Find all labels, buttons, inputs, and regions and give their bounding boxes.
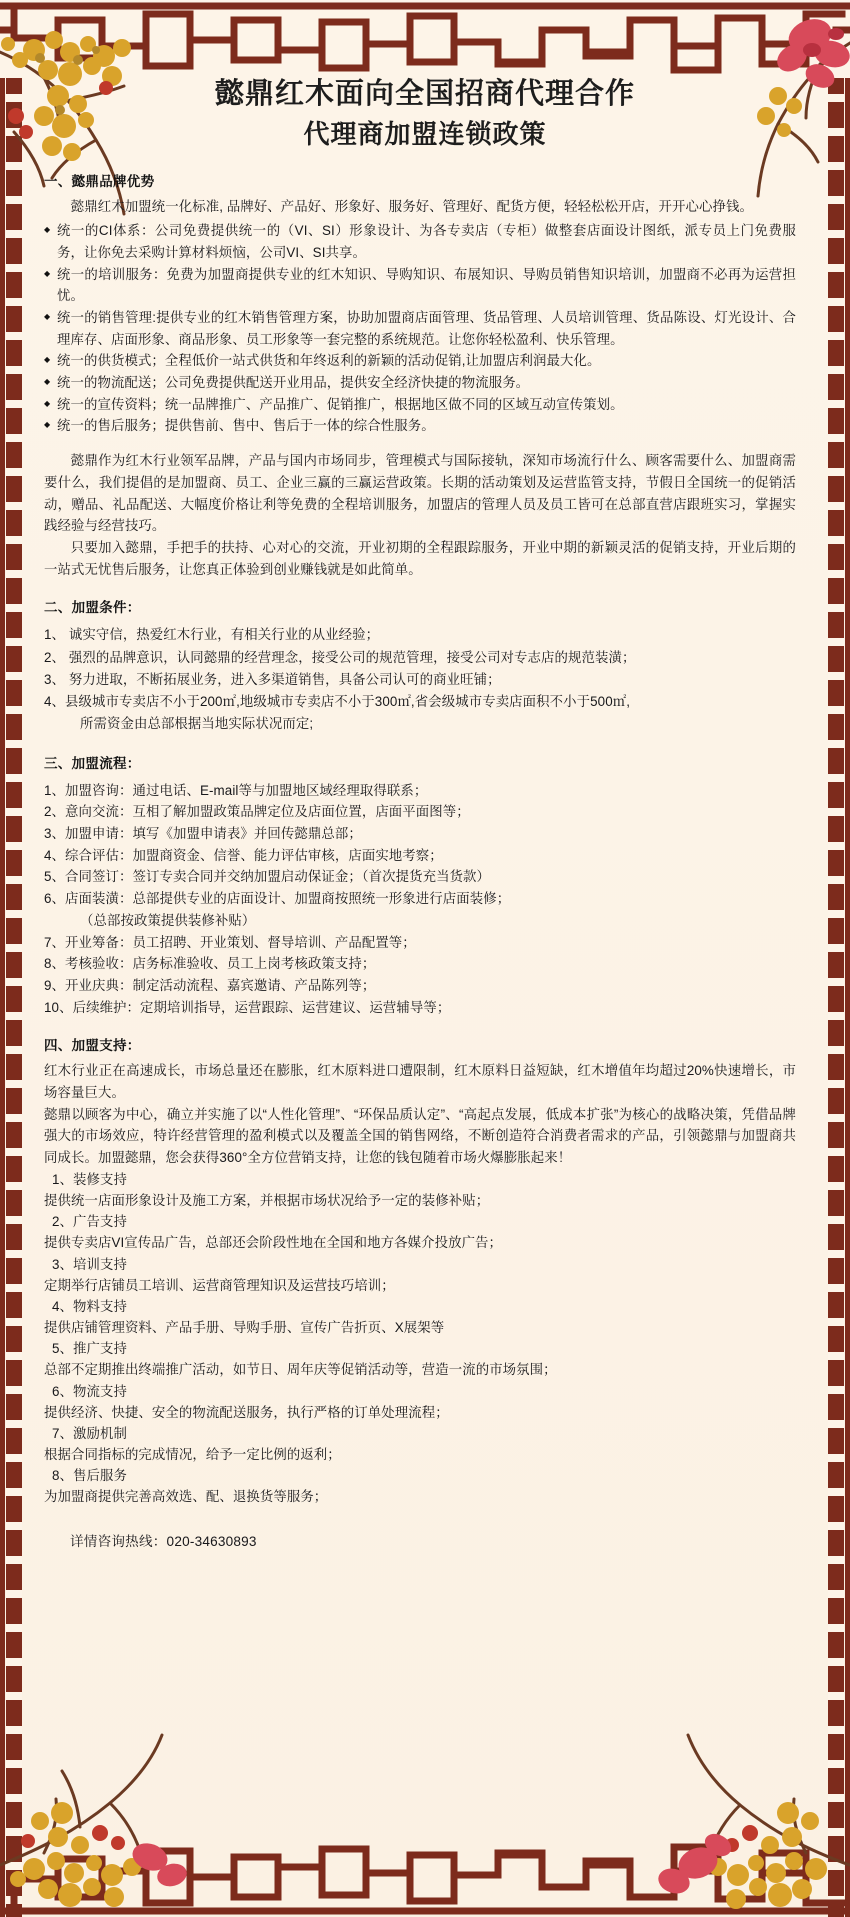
support-item-title: 3、培训支持	[52, 1256, 127, 1272]
support-item-title: 7、激励机制	[52, 1425, 127, 1441]
list-item: ◆ 统一的物流配送；公司免费提供配送开业用品，提供安全经济快捷的物流服务。	[44, 372, 796, 394]
join-conditions-list	[44, 624, 796, 735]
support-item-title: 4、物料支持	[52, 1298, 127, 1314]
list-item: ◆ 统一的销售管理:提供专业的红木销售管理方案，协助加盟商店面管理、货品管理、人员培训管理、货品陈设、灯光设计、合理库存、店面形象、商品形象、员工形象等一套完整的系统规范。让您你轻松盈利、快乐管理。	[44, 307, 796, 350]
list-item: 3、加盟申请：填写《加盟申请表》并回传懿鼎总部；	[44, 826, 362, 842]
list-item: 3、 努力进取，不断拓展业务，进入多渠道销售，具备公司认可的商业旺铺；	[44, 671, 501, 687]
list-item: 9、开业庆典：制定活动流程、嘉宾邀请、产品陈列等；	[44, 977, 376, 993]
section-1-paragraph-2: 只要加入懿鼎，手把手的扶持、心对心的交流，开业初期的全程跟踪服务，开业中期的新颖灵活的促销支持，开业后期的一站式无忧售后服务，让您真正体验到创业赚钱就是如此简单。	[44, 539, 796, 577]
list-item: ◆ 统一的培训服务：免费为加盟商提供专业的红木知识、导购知识、布展知识、导购员销售知识培训，加盟商不必再为运营担忧。	[44, 264, 796, 307]
join-process-list	[44, 780, 796, 1019]
title-block	[34, 0, 816, 156]
section-4-paragraph-1: 红木行业正在高速成长，市场总量还在膨胀，红木原料进口遭限制，红木原料日益短缺，红木增值年均超过20%快速增长，市场容量巨大。	[44, 1063, 796, 1101]
list-item: ◆ 统一的宣传资料；统一品牌推广、产品推广、促销推广，根据地区做不同的区域互动宣传策划。	[44, 394, 796, 416]
list-item: 2、 强烈的品牌意识，认同懿鼎的经营理念，接受公司的规范管理，接受公司对专志店的规范装潢；	[44, 649, 636, 665]
section-1-paragraph-1: 懿鼎作为红木行业领军品牌，产品与国内市场同步，管理模式与国际接轨，深知市场流行什么、顾客需要什么、加盟商需要什么，我们提倡的是加盟商、员工、企业三赢的三赢运营政策。长期的活动策划及运营监管支持，节假日全国统一的促销活动，赠品、礼品配送、大幅度价格让利等免费的全程培训服务，加盟店的管理人员及员工皆可在总部直营店跟班实习，掌握实践经验与经营技巧。	[44, 453, 796, 534]
support-item-desc: 为加盟商提供完善高效选、配、退换货等服务；	[44, 1489, 328, 1505]
support-list	[44, 1169, 796, 1508]
support-item-title: 8、售后服务	[52, 1468, 127, 1484]
support-item-desc: 总部不定期推出终端推广活动，如节日、周年庆等促销活动等，营造一流的市场氛围；	[44, 1362, 557, 1378]
list-item: 10、后续维护：定期培训指导，运营跟踪、运营建议、运营辅导等；	[44, 999, 451, 1015]
hotline-text: 详情咨询热线：020-34630893	[70, 1533, 257, 1549]
list-item: ◆ 统一的供货模式；全程低价一站式供货和年终返利的新颖的活动促销,让加盟店利润最大化。	[44, 350, 796, 372]
list-item: 4、综合评估：加盟商资金、信誉、能力评估审核，店面实地考察；	[44, 847, 443, 863]
support-item-title: 6、物流支持	[52, 1383, 127, 1399]
list-item: ◆ 统一的售后服务；提供售前、售中、售后于一体的综合性服务。	[44, 415, 796, 437]
list-item	[44, 888, 796, 931]
document-body	[34, 170, 816, 1549]
list-item: 7、开业筹备：员工招聘、开业策划、督导培训、产品配置等；	[44, 934, 416, 950]
list-item: 5、合同签订：签订专卖合同并交纳加盟启动保证金；（首次提货充当货款）	[44, 869, 491, 885]
support-item-desc: 提供经济、快捷、安全的物流配送服务，执行严格的订单处理流程；	[44, 1404, 449, 1420]
list-item-text: 4、县级城市专卖店不小于200㎡,地级城市专卖店不小于300㎡,省会级城市专卖店面积不小于500㎡,	[44, 694, 631, 710]
section-1-heading: 一、懿鼎品牌优势	[44, 174, 155, 190]
page-subtitle: 代理商加盟连锁政策	[303, 119, 547, 150]
list-item: 2、意向交流：互相了解加盟政策品牌定位及店面位置，店面平面图等；	[44, 804, 470, 820]
support-item-desc: 提供统一店面形象设计及施工方案，并根据市场状况给予一定的装修补贴；	[44, 1193, 490, 1209]
support-item-title: 2、广告支持	[52, 1214, 127, 1230]
page-title: 懿鼎红木面向全国招商代理合作	[214, 78, 635, 110]
list-item: 1、加盟咨询：通过电话、E-mail等与加盟地区域经理取得联系；	[44, 782, 428, 798]
support-item-desc: 提供专卖店VI宣传品广告，总部还会阶段性地在全国和地方各媒介投放广告；	[44, 1235, 503, 1251]
section-4-heading: 四、加盟支持：	[44, 1038, 141, 1054]
section-1-intro: 懿鼎红木加盟统一化标准, 品牌好、产品好、形象好、服务好、管理好、配货方便，轻轻松松开店，开开心心挣钱。	[70, 199, 753, 215]
support-item-desc: 提供店铺管理资料、产品手册、导购手册、宣传广告折页、X展架等	[44, 1320, 445, 1336]
list-item-text: 6、店面装潢：总部提供专业的店面设计、加盟商按照统一形象进行店面装修；	[44, 891, 511, 907]
support-item-title: 1、装修支持	[52, 1171, 127, 1187]
support-item-desc: 根据合同指标的完成情况，给予一定比例的返利；	[44, 1447, 341, 1463]
support-item-desc: 定期举行店铺员工培训、运营商管理知识及运营技巧培训；	[44, 1277, 395, 1293]
list-item: ◆ 统一的CI体系：公司免费提供统一的（VI、SI）形象设计、为各专卖店（专柜）做整套店面设计图纸，派专员上门免费服务，让你免去采购计算材料烦恼，公司VI、SI共享。	[44, 220, 796, 263]
list-item-subtext: 所需资金由总部根据当地实际状况而定;	[80, 716, 314, 732]
list-item-subtext: （总部按政策提供装修补贴）	[80, 912, 256, 928]
brand-advantage-list	[44, 220, 796, 437]
list-item: 8、考核验收：店务标准验收、员工上岗考核政策支持；	[44, 956, 376, 972]
section-4-paragraph-2: 懿鼎以顾客为中心，确立并实施了以“人性化管理”、“环保品质认定”、“高起点发展，低成本扩张”为核心的战略决策，凭借品牌强大的市场效应，特许经营管理的盈利模式以及覆盖全国的销售网络，不断创造符合消费者需求的产品，引领懿鼎与加盟商共同成长。加盟懿鼎，您会获得360°全方位营销支持，让您的钱包随着市场火爆膨胀起来！	[44, 1106, 796, 1166]
section-2-heading: 二、加盟条件：	[44, 600, 141, 616]
list-item: 1、 诚实守信，热爱红木行业，有相关行业的从业经验；	[44, 627, 380, 643]
bottom-lattice-ornament	[0, 1797, 850, 1917]
support-item-title: 5、推广支持	[52, 1341, 127, 1357]
list-item	[44, 691, 796, 736]
section-3-heading: 三、加盟流程：	[44, 755, 141, 771]
